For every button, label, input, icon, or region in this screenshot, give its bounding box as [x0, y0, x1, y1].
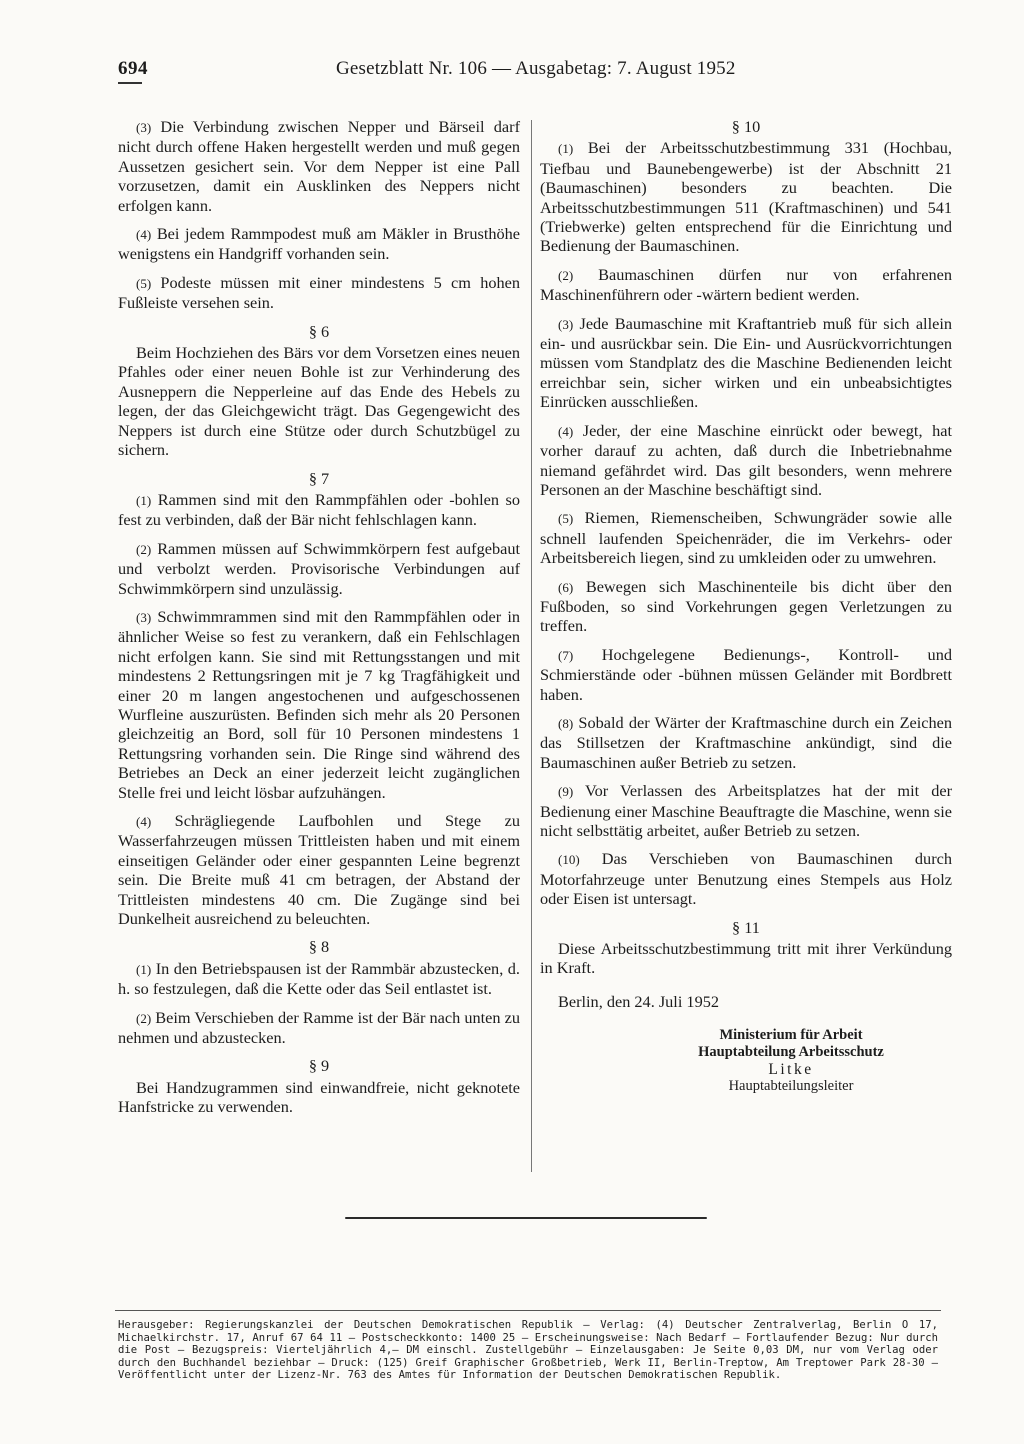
paragraph-text: Bei der Arbeitsschutzbestimmung 331 (Hochbau, Tiefbau und Baunebengewerbe) ist der Abschnitt 21 (Baumaschinen) besonders zu beachten. Die Arbeitsschutzbestimmungen 511 (Kraftmaschinen) und 541 (Triebwerke) gelten entsprechend für die Einrichtung und Bedienung der Baumaschinen. — [540, 138, 952, 256]
right-column — [540, 117, 952, 1095]
page-number: 694 — [118, 58, 148, 79]
paragraph-number: (6) — [558, 579, 574, 595]
paragraph-number: (4) — [136, 227, 152, 243]
section-heading-8: § 8 — [308, 937, 330, 957]
paragraph-5-3 — [118, 117, 520, 215]
end-rule — [345, 1217, 707, 1219]
paragraph-10-9 — [540, 781, 952, 840]
paragraph-text: Die Verbindung zwischen Nepper und Bärseil darf nicht durch offene Haken hergestellt werden und muß gegen Aussetzen gesichert sein. Vor dem Nepper ist eine Pall vorzusetzen, damit ein Ausklinken des Neppers nicht erfolgen kann. — [118, 117, 520, 215]
section-11-text: Diese Arbeitsschutzbestimmung tritt mit ihrer Verkündung in Kraft. — [540, 939, 952, 978]
paragraph-text: Das Verschieben von Baumaschinen durch Motorfahrzeuge unter Benutzung eines Stempels aus Holz oder Eisen ist untersagt. — [540, 849, 952, 909]
paragraph-number: (3) — [136, 609, 152, 625]
paragraph-number: (1) — [136, 961, 152, 977]
paragraph-number: (2) — [558, 267, 574, 283]
page-header — [118, 58, 908, 88]
gazette-title: Gesetzblatt Nr. 106 — Ausgabetag: 7. August 1952 — [336, 58, 736, 79]
paragraph-10-6 — [540, 577, 952, 636]
paragraph-number: (1) — [558, 141, 574, 157]
paragraph-10-5 — [540, 508, 952, 567]
paragraph-10-1 — [540, 138, 952, 255]
signature-role: Hauptabteilungsleiter — [728, 1078, 854, 1095]
paragraph-text: Jeder, der eine Maschine einrückt oder bewegt, hat vorher darauf zu achten, daß durch die Inbetriebnahme niemand gefährdet wird. Das gilt besonders, wenn mehrere Personen an der Maschine beschäftigt sind. — [540, 420, 952, 499]
paragraph-number: (7) — [558, 647, 574, 663]
imprint-divider — [115, 1310, 941, 1311]
paragraph-8-1 — [118, 959, 520, 999]
paragraph-text: Rammen sind mit den Rammpfählen oder -bohlen so fest zu verbinden, daß der Bär nicht fehlschlagen kann. — [118, 489, 520, 530]
paragraph-7-4 — [118, 811, 520, 928]
left-column — [118, 117, 520, 1126]
paragraph-text: In den Betriebspausen ist der Rammbär abzustecken, d. h. so festzulegen, daß die Kette oder das Seil entlastet ist. — [118, 958, 520, 999]
paragraph-text: Schwimmrammen sind mit den Rammpfählen oder in ähnlicher Weise so fest zu verankern, daß ein Fehlschlagen nicht erfolgen kann. Sie sind mit Rettungsstangen und mit mindestens 2 Rettungsringen mit je 7 kg Tragfähigkeit und einer 20 m langen angestochenen und aufgeschossenen Wurfleine auszurüsten. Befinden sich mehr als 20 Personen gleichzeitig an Bord, soll für 10 Personen mindestens 1 Rettungsring vorhanden sein. Die Ringe sind während des Betriebes an Deck an einer jederzeit leicht zugänglichen Stelle frei und leicht lösbar aufzuhängen. — [118, 606, 520, 802]
paragraph-5-5 — [118, 273, 520, 313]
section-6-text: Beim Hochziehen des Bärs vor dem Vorsetzen eines neuen Pfahles oder einer neuen Bohle ist zur Verhinderung des Ausneppern die Nepperleine auf das Ende des Hebels zu legen, der das Gleichgewicht trägt. Das Gegengewicht des Neppers ist durch eine Stütze oder durch Schutzbügel zu sichern. — [118, 343, 520, 460]
paragraph-number: (8) — [558, 715, 574, 731]
paragraph-8-2 — [118, 1008, 520, 1048]
paragraph-text: Beim Verschieben der Ramme ist der Bär nach unten zu nehmen und abzustecken. — [118, 1007, 520, 1048]
paragraph-number: (4) — [136, 814, 152, 829]
paragraph-number: (10) — [558, 852, 580, 868]
section-heading-6: § 6 — [308, 321, 330, 341]
paragraph-text: Bei jedem Rammpodest muß am Mäkler in Brusthöhe wenigstens ein Handgriff vorhanden sein. — [118, 224, 520, 264]
signature-name: Litke — [768, 1061, 814, 1079]
paragraph-text: Sobald der Wärter der Kraftmaschine durch ein Zeichen das Stillsetzen der Kraftmaschine ankündigt, sind die Baumaschinen außer Betrieb zu setzen. — [540, 712, 952, 772]
paragraph-10-8 — [540, 713, 952, 772]
paragraph-10-7 — [540, 645, 952, 704]
paragraph-7-1 — [118, 490, 520, 530]
paragraph-number: (9) — [558, 784, 574, 800]
section-heading-9: § 9 — [308, 1056, 330, 1076]
paragraph-10-4 — [540, 421, 952, 500]
paragraph-10-2 — [540, 265, 952, 305]
paragraph-number: (5) — [558, 511, 574, 527]
paragraph-7-3 — [118, 607, 520, 802]
section-heading-11: § 11 — [732, 917, 760, 937]
paragraph-text: Podeste müssen mit einer mindestens 5 cm hohen Fußleiste versehen sein. — [118, 272, 520, 313]
signature-department: Hauptabteilung Arbeitsschutz — [698, 1044, 884, 1061]
paragraph-number: (2) — [136, 1010, 152, 1026]
paragraph-number: (3) — [558, 316, 574, 332]
paragraph-text: Schrägliegende Laufbohlen und Stege zu Wasserfahrzeugen müssen Trittleisten haben und mit einem einseitigen Geländer oder einer gespannten Leine begrenzt sein. Die Breite muß 41 cm betragen, der Abstand der Trittleisten mindestens 40 cm. Die Zugänge sind bei Dunkelheit ausreichend zu beleuchten. — [118, 811, 520, 929]
paragraph-number: (3) — [136, 120, 152, 135]
paragraph-10-10 — [540, 849, 952, 908]
column-divider — [531, 120, 532, 1172]
paragraph-number: (5) — [136, 275, 152, 291]
paragraph-text: Rammen müssen auf Schwimmkörpern fest aufgebaut und verbolzt werden. Provisorische Verbindungen auf Schwimmkörpern sind unzulässig. — [118, 538, 520, 598]
paragraph-number: (2) — [136, 541, 152, 557]
section-heading-7: § 7 — [308, 468, 330, 488]
paragraph-text: Vor Verlassen des Arbeitsplatzes hat der mit der Bedienung einer Maschine Beauftragte die Maschine, wenn sie nicht selbsttätig arbeitet, außer Betrieb zu setzen. — [540, 781, 952, 840]
section-heading-10: § 10 — [731, 117, 761, 136]
signature-date: Berlin, den 24. Juli 1952 — [558, 991, 719, 1011]
paragraph-text: Bewegen sich Maschinenteile bis dicht über den Fußboden, so sind Vorkehrungen gegen Verletzungen zu treffen. — [540, 576, 952, 636]
paragraph-text: Baumaschinen dürfen nur von erfahrenen Maschinenführern oder -wärtern bedient werden. — [540, 264, 952, 305]
signature-block — [630, 1027, 952, 1095]
page-number-underline — [118, 82, 142, 84]
publisher-imprint: Herausgeber: Regierungskanzlei der Deutschen Demokratischen Republik — Verlag: (4) Deutscher Zentralverlag, Berlin O 17, Michaelkirchstr. 17, Anruf 67 64 11 — Postscheckkonto: 1400 25 — Erscheinungsweise: Nach Bedarf — Fortlaufender Bezug: Nur durch die Post — Bezugspreis: Vierteljährlich 4,— DM einschl. Zustellgebühr — Einzelausgaben: Je Seite 0,03 DM, nur vom Verlag oder durch den Buchhandel beziehbar — Druck: (125) Greif Graphischer Großbetrieb, Werk II, Berlin-Treptow, Am Treptower Park 28-30 — Veröffentlicht unter der Lizenz-Nr. 763 des Amtes für Information der Deutschen Demokratischen Republik. — [118, 1319, 938, 1382]
paragraph-number: (1) — [136, 492, 152, 508]
paragraph-7-2 — [118, 539, 520, 598]
signature-ministry: Ministerium für Arbeit — [719, 1027, 863, 1044]
paragraph-text: Jede Baumaschine mit Kraftantrieb muß für sich allein ein- und ausrückbar sein. Die Ein- und Ausrückvorrichtungen müssen vom Standplatz des die Maschine Bedienenden leicht erreichbar sein, sicher wirken und ein unbeabsichtigtes Einrücken ausschließen. — [540, 313, 952, 412]
paragraph-10-3 — [540, 314, 952, 412]
paragraph-text: Riemen, Riemenscheiben, Schwungräder sowie alle schnell laufenden Speichenräder, die im Verkehrs- oder Arbeitsbereich liegen, sind zu umkleiden oder zu umwehren. — [540, 508, 952, 568]
paragraph-5-4 — [118, 224, 520, 264]
paragraph-text: Hochgelegene Bedienungs-, Kontroll- und Schmierstände oder -bühnen müssen Geländer mit Bordbrett haben. — [540, 644, 952, 704]
paragraph-number: (4) — [558, 423, 574, 439]
section-9-text: Bei Handzugrammen sind einwandfreie, nicht geknotete Hanfstricke zu verwenden. — [118, 1077, 520, 1117]
